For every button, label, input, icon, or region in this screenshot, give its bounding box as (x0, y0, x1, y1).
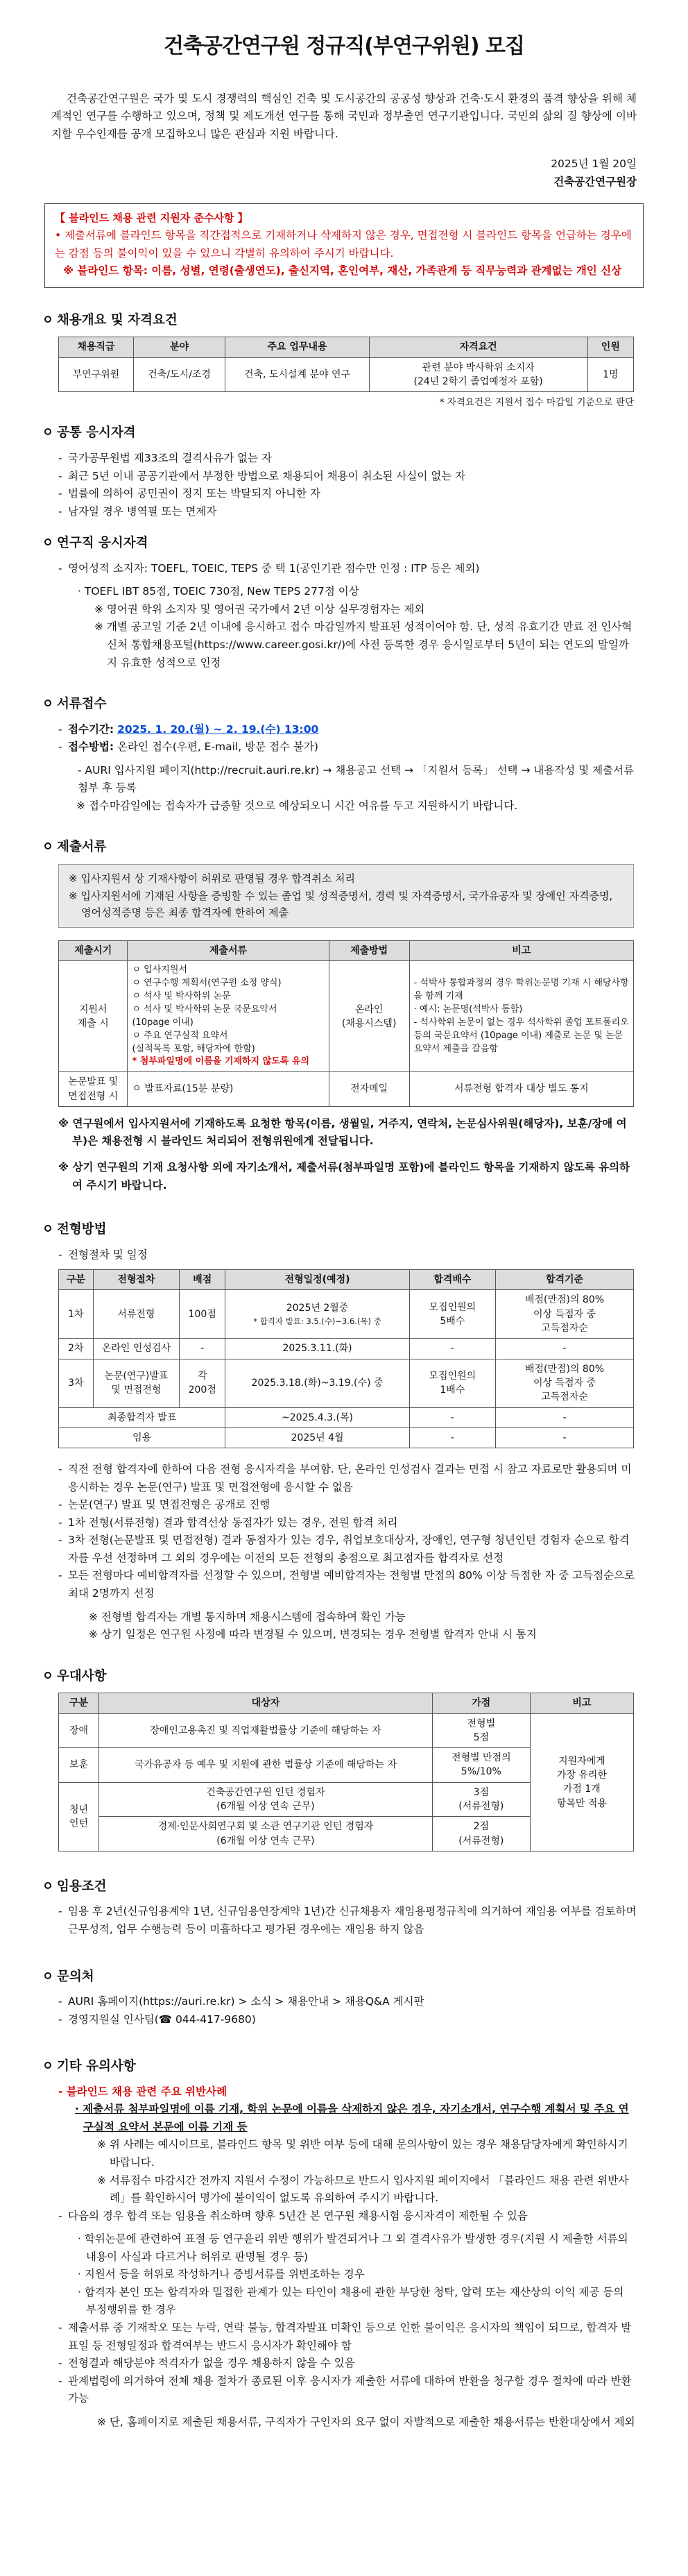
process-notes (58, 1461, 637, 1603)
blind-warning-1: ※ 연구원에서 입사지원서에 기재하도록 요청한 항목(이름, 생월일, 거주지, 연락처, 논문심사위원(해당자), 보훈/장애 여부)은 채용전형 시 블라인드 처리되어 전형위원에게 전달됩니다. (58, 1117, 627, 1148)
list-item: - 관계법령에 의거하여 전체 채용 절차가 종료된 이후 응시자가 제출한 서류에 대하여 반환을 청구할 경우 절차에 따라 반환 가능 (58, 2373, 637, 2408)
section-appointment: 임용조건 (44, 1876, 646, 1898)
list-item: - 임용 후 2년(신규임용계약 1년, 신규임용연장계약 1년)간 신규채용자 재임용평정규칙에 의거하여 재임용 여부를 검토하며 근무성적, 업무 수행능력 등이 미흡하다고 평가된 경우에는 재임용 하지 않음 (58, 1903, 637, 1938)
documents-table: 제출시기 제출서류 제출방법 비고 지원서 제출 시 ㅇ 입사지원서 ㅇ 연구수행 계획서(연구원 소정 양식) ㅇ 석사 및 박사학위 논문 ㅇ 석사 및 박사학위 논문 국문요약서 (10page 이내) ㅇ 주요 연구실적 요약서 (실적목록 포함, 해당자에 한함) * 첨부파일명에 이름을 기재하지 않도록 유의 온라인 (채용시스템) - 석박사 통합과정의 경우 학위논문명 기재 시 해당사항을 함께 기재 · 예시: 논문명(석박사 통합) - 석사학위 논문이 없는 경우 석사학위 졸업 포트폴리오 등의 국문요약서 (10page 이내) 제출로 논문 및 논문 요약서 제출을 갈음함 논문발표 및 면접전형 시 ㅇ 발표자료(15분 분량) 전자메일 서류전형 합격자 대상 별도 통지 (58, 940, 634, 1107)
circle-bullet-icon (44, 1972, 51, 1979)
section-documents: 제출서류 (44, 837, 646, 858)
circle-bullet-icon (44, 2062, 51, 2069)
list-item: - 모든 전형마다 예비합격자를 선정할 수 있으며, 전형별 예비합격자는 전형별 만점의 80% 이상 득점한 자 중 고득점순으로 최대 2명까지 선정 (58, 1567, 637, 1602)
circle-bullet-icon (44, 1672, 51, 1679)
list-item: - 영어성적 소지자: TOEFL, TOEIC, TEPS 중 택 1(공인기관 점수만 인정 : ITP 등은 제외) (58, 560, 646, 578)
page-title: 건축공간연구원 정규직(부연구위원) 모집 (164, 34, 524, 58)
section-common-quals: 공통 응시자격 (44, 423, 646, 444)
receipt-step: - AURI 입사지원 페이지(http://recruit.auri.re.kr) → 채용공고 선택 → 「지원서 등록」 선택 → 내용작성 및 제출서류 첨부 후 등록 (78, 763, 634, 795)
list-item: - 경영지원실 인사팀(☎ 044-417-9680) (58, 2011, 646, 2029)
circle-bullet-icon (44, 428, 51, 435)
list-item: - 논문(연구) 발표 및 면접전형은 공개로 진행 (58, 1496, 637, 1514)
receipt-note: ※ 접수마감일에는 접속자가 급증할 것으로 예상되오니 시간 여유를 두고 지원하시기 바랍니다. (76, 799, 518, 812)
overview-note: * 자격요건은 지원서 접수 마감일 기준으로 판단 (439, 397, 634, 409)
process-table: 구분 전형절차 배점 전형일정(예정) 합격배수 합격기준 1차 서류전형 100점 2025년 2월중 * 합격자 발표: 3.5.(수)~3.6.(목) 중 모집인원의 5배수 배점(만점)의 80% 이상 득점자 중 고득점자순 2차 온라인 인성검사 - 2025.3.11.(화) - - 3차 논문(연구)발표 및 면접전형 각 200점 2025.3.18.(화)~3.19.(수) 중 모집인원의 1배수 배점(만점)의 80% 이상 득점자 중 고득점자순 최종합격자 발표 ~2025.4.3.(목) - - 임용 2025년 4월 - - (58, 1269, 634, 1448)
section-process: 전형방법 (44, 1219, 646, 1241)
notice-date: 2025년 1월 20일 (551, 158, 637, 171)
misc-list (58, 2208, 637, 2226)
list-item: - 직전 전형 합격자에 한하여 다음 전형 응시자격을 부여함. 단, 온라인 인성검사 결과는 면접 시 참고 자료로만 활용되며 미응시하는 경우 논문(연구) 발표 및 면접전형에 응시할 수 없음 (58, 1461, 637, 1496)
intro-paragraph: 건축공간연구원은 국가 및 도시 경쟁력의 핵심인 건축 및 도시공간의 공공성 향상과 건축·도시 환경의 품격 향상을 위해 체계적인 연구를 수행하고 있으며, 정책 및 제도개선 연구를 통해 국민과 정부출연 연구기관입니다. 국민의 삶의 질 향상에 이바지할 우수인재를 공개 모집하오니 많은 관심과 지원 바랍니다. (51, 92, 637, 140)
recruitment-notice: 건축공간연구원 정규직(부연구위원) 모집 건축공간연구원은 국가 및 도시 경쟁력의 핵심인 건축 및 도시공간의 공공성 향상과 건축·도시 환경의 품격 향상을 위해 체계적인 연구를 수행하고 있으며, 정책 및 제도개선 연구를 통해 국민과 정부출연 연구기관입니다. 국민의 삶의 질 향상에 이바지할 우수인재를 공개 모집하오니 많은 관심과 지원 바랍니다. 2025년 1월 20일 건축공간연구원장 【 블라인드 채용 관련 지원자 준수사항 】 • 제출서류에 블라인드 항목을 직간접적으로 기재하거나 삭제하지 않은 경우, 면접전형 시 블라인드 항목을 언급하는 경우에는 감점 등의 불이익이 있을 수 있으니 각별히 유의하여 주시기 바랍니다. ※ 블라인드 항목: 이름, 성별, 연령(출생연도), 출신지역, 혼인여부, 재산, 가족관계 등 직무능력과 관계없는 개인 신상 채용개요 및 자격요건 채용직급 분야 주요 업무내용 자격요건 인원 부연구위원 건축/도시/조경 건축, 도시설계 분야 연구 관련 분야 박사학위 소지자 (24년 2학기 졸업예정자 포함) 1명 * 자격요건은 지원서 접수 마감일 기준으로 판단 공통 응시자격 - 국가공무원법 제33조의 결격사유가 없는 자 - 최근 5년 이내 공공기관에서 부정한 방법으로 채용되어 채용이 취소된 사실이 없는 자 - 법률에 의하여 공민권이 정지 또는 박탈되지 아니한 자 - 남자일 경우 병역필 또는 면제자 연구직 응시자격 - 영어성적 소지자: TOEFL, TOEIC, TEPS 중 택 1(공인기관 점수만 인정 : ITP 등은 제외) · TOEFL IBT 85점, TOEIC 730점, New TEPS 277점 이상 ※ 영어권 학위 소지자 및 영어권 국가에서 2년 이상 실무경험자는 제외 ※ 개별 공고일 기준 2년 이내에 응시하고 접수 마감일까지 발표된 성적이어야 함. 단, 성적 유효기간 만료 전 인사혁신처 통합채용포털(https://www.career.gosi.kr/)에 사전 등록한 경우 응시일로부터 5년이 되는 연도의 말일까지 유효한 성적으로 인정 서류접수 - 접수기간: 2025. 1. 20.(월) ~ 2. 19.(수) 13:00 - 접수방법: 온라인 접수(우편, E-mail, 방문 접수 불가) - AURI 입사지원 페이지(http://recruit.auri.re.kr) → 채용공고 선택 → 「지원서 등록」 선택 → 내용작성 및 제출서류 첨부 후 등록 ※ 접수마감일에는 접속자가 급증할 것으로 예상되오니 시간 여유를 두고 지원하시기 바랍니다. 제출서류 ※ 입사지원서 상 기재사항이 허위로 판명될 경우 합격취소 처리 ※ 입사지원서에 기재된 사항을 증빙할 수 있는 졸업 및 성적증명서, 경력 및 자격증명서, 국가유공자 및 장애인 자격증명, 영어성적증명 등은 최종 합격자에 한하여 제출 제출시기 제출서류 제출방법 비고 지원서 제출 시 ㅇ 입사지원서 ㅇ 연구수행 계획서(연구원 소정 양식) ㅇ 석사 및 박사학위 논문 ㅇ 석사 및 박사학위 논문 국문요약서 (10page 이내) ㅇ 주요 연구실적 요약서 (실적목록 포함, 해당자에 한함) * 첨부파일명에 이름을 기재하지 않도록 유의 온라인 (채용시스템) - 석박사 통합과정의 경우 학위논문명 기재 시 해당사항을 함께 기재 · 예시: 논문명(석박사 통합) - 석사학위 논문이 없는 경우 석사학위 졸업 포트폴리오 등의 국문요약서 (10page 이내) 제출로 논문 및 논문 요약서 제출을 갈음함 논문발표 및 면접전형 시 ㅇ 발표자료(15분 분량) 전자메일 서류전형 합격자 대상 별도 통지 ※ 연구원에서 입사지원서에 기재하도록 요청한 항목(이름, 생월일, 거주지, 연락처, 논문심사위원(해당자), 보훈/장애 여부)은 채용전형 시 블라인드 처리되어 전형위원에게 전달됩니다. ※ 상기 연구원의 기재 요청사항 외에 자기소개서, 제출서류(첨부파일명 포함)에 블라인드 항목을 기재하지 않도록 유의하여 주시기 바랍니다. 전형방법 - 전형절차 및 일정 구분 전형절차 배점 전형일정(예정) 합격배수 합격기준 1차 서류전형 100점 2025년 2월중 * 합격자 발표: 3.5.(수)~3.6.(목) 중 모집인원의 5배수 배점(만점)의 80% 이상 득점자 중 고득점자순 2차 온라인 인성검사 - 2025.3.11.(화) - - 3차 논문(연구)발표 및 면접전형 각 200점 2025.3.18.(화)~3.19.(수) 중 모집인원의 1배수 배점(만점)의 80% 이상 득점자 중 고득점자순 최종합격자 발표 ~2025.4.3.(목) - - 임용 2025년 4월 - - - 직전 전형 합격자에 한하여 다음 전형 응시자격을 부여함. 단, 온라인 인성검사 결과는 면접 시 참고 자료로만 활용되며 미응시하는 경우 논문(연구) 발표 및 면접전형에 응시할 수 없음 - 논문(연구) 발표 및 면접전형은 공개로 진행 - 1차 전형(서류전형) 결과 합격선상 동점자가 있는 경우, 전원 합격 처리 - 3차 전형(논문발표 및 면접전형) 결과 동점자가 있는 경우, 취업보호대상자, 장애인, 연구형 청년인턴 경험자 순으로 합격자를 우선 선정하며 그 외의 경우에는 이전의 모든 전형의 총점으로 최고점자를 합격자로 선정 - 모든 전형마다 예비합격자를 선정할 수 있으며, 전형별 예비합격자는 전형별 만점의 80% 이상 득점한 자 중 고득점순으로 최대 2명까지 선정 ※ 전형별 합격자는 개별 통지하며 채용시스템에 접속하여 확인 가능 ※ 상기 일정은 연구원 사정에 따라 변경될 수 있으며, 변경되는 경우 전형별 합격자 안내 시 통지 우대사항 구분 대상자 가점 비고 장애 장애인고용촉진 및 직업재활법률상 기준에 해당하는 자 전형별 5점 지원자에게 가장 유리한 가점 1개 항목만 적용 보훈 국가유공자 등 예우 및 지원에 관한 법률상 기준에 해당하는 자 전형별 만점의 5%/10% 청년 인턴 건축공간연구원 인턴 경험자 (6개월 이상 연속 근무) 3점 (서류전형) 경제·인문사회연구회 및 소관 연구기관 인턴 경험자 (6개월 이상 연속 근무) 2점 (서류전형) 임용조건 - 임용 후 2년(신규임용계약 1년, 신규임용연장계약 1년)간 신규채용자 재임용평정규칙에 의거하여 재임용 여부를 검토하며 근무성적, 업무 수행능력 등이 미흡하다고 평가된 경우에는 재임용 하지 않음 문의처 - AURI 홈페이지(https://auri.re.kr) > 소식 > 채용안내 > 채용Q&A 게시판 - 경영지원실 인사팀(☎ 044-417-9680) 기타 유의사항 - 블라인드 채용 관련 주요 위반사례 · 제출서류 첨부파일명에 이름 기재, 학위 논문에 이름을 삭제하지 않은 경우, 자기소개서, 연구수행 계획서 및 주요 연구실적 요약서 본문에 이름 기재 등 ※ 위 사례는 예시이므로, 블라인드 항목 및 위반 여부 등에 대해 문의사항이 있는 경우 채용담당자에게 확인하시기 바랍니다. ※ 서류접수 마감시간 전까지 지원서 수정이 가능하므로 반드시 입사지원 페이지에서 「블라인드 채용 관련 위반사례」를 확인하시어 명가에 불이익이 없도록 유의하여 주시기 바랍니다. - 다음의 경우 합격 또는 임용을 취소하며 향후 5년간 본 연구원 채용시험 응시자격이 제한될 수 있음 · 학위논문에 관련하여 표절 등 연구윤리 위반 행위가 발견되거나 그 외 결격사유가 발생한 경우(지원 시 제출한 서류의 내용이 사실과 다르거나 허위로 판명될 경우 등) · 지원서 등을 허위로 작성하거나 증빙서류를 위변조하는 경우 · 합격자 본인 또는 합격자와 밀접한 관계가 있는 타인이 채용에 관한 부당한 청탁, 압력 또는 재산상의 이익 제공 등의 부정행위를 한 경우 - 제출서류 중 기재착오 또는 누락, 연락 불능, 합격자발표 미확인 등으로 인한 불이익은 응시자의 책임이 되므로, 합격자 발표일 등 전형일정과 합격여부는 반드시 응시자가 확인해야 함 - 전형결과 해당분야 적격자가 없을 경우 채용하지 않을 수 있음 - 관계법령에 의거하여 전체 채용 절차가 종료된 이후 응시자가 제출한 서류에 대하여 반환을 청구할 경우 절차에 따라 반환 가능 ※ 단, 홈페이지로 제출된 채용서류, 구직자가 구인자의 요구 없이 자발적으로 제출한 채용서류는 반환대상에서 제외 (0, 0, 688, 2452)
section-receipt: 서류접수 (44, 694, 646, 715)
list-item[interactable]: - AURI 홈페이지(https://auri.re.kr) > 소식 > 채용안내 > 채용Q&A 게시판 (58, 1993, 646, 2011)
blind-notice-body: • 제출서류에 블라인드 항목을 직간접적으로 기재하거나 삭제하지 않은 경우, 면접전형 시 블라인드 항목을 언급하는 경우에는 감점 등의 불이익이 있을 수 있으니 각별히 유의하여 주시기 바랍니다. (55, 229, 632, 260)
section-overview: 채용개요 및 자격요건 (44, 310, 646, 332)
list-item: - 전형절차 및 일정 (58, 1246, 646, 1264)
circle-bullet-icon (44, 1225, 51, 1232)
list-item: - 제출서류 중 기재착오 또는 누락, 연락 불능, 합격자발표 미확인 등으로 인한 불이익은 응시자의 책임이 되므로, 합격자 발표일 등 전형일정과 합격여부는 반드시 응시자가 확인해야 함 (58, 2319, 637, 2355)
issuer: 건축공간연구원장 (553, 175, 637, 188)
list-item: - 다음의 경우 합격 또는 임용을 취소하며 향후 5년간 본 연구원 채용시험 응시자격이 제한될 수 있음 (58, 2208, 637, 2226)
receipt-period: 2025. 1. 20.(월) ~ 2. 19.(수) 13:00 (117, 722, 319, 736)
receipt-list (58, 721, 646, 756)
list-item: - 남자일 경우 병역필 또는 면제자 (58, 503, 646, 521)
circle-bullet-icon (44, 539, 51, 545)
circle-bullet-icon (44, 700, 51, 706)
research-note-2: ※ 개별 공고일 기준 2년 이내에 응시하고 접수 마감일까지 발표된 성적이어야 함. 단, 성적 유효기간 만료 전 인사혁신처 통합채용포털(https://www.career.gosi.kr/)에 사전 등록한 경우 응시일로부터 5년이 되는 연도의 말일까지 유효한 성적으로 인정 (94, 620, 633, 669)
list-item: - 1차 전형(서류전형) 결과 합격선상 동점자가 있는 경우, 전원 합격 처리 (58, 1514, 637, 1532)
research-quals-list (58, 560, 646, 578)
contact-list (58, 1993, 646, 2028)
blind-notice-title: 【 블라인드 채용 관련 지원자 준수사항 】 (55, 212, 248, 225)
circle-bullet-icon (44, 842, 51, 849)
overview-table: 채용직급 분야 주요 업무내용 자격요건 인원 부연구위원 건축/도시/조경 건축, 도시설계 분야 연구 관련 분야 박사학위 소지자 (24년 2학기 졸업예정자 포함) 1명 (58, 337, 634, 392)
list-item: - 법률에 의하여 공민권이 정지 또는 박탈되지 아니한 자 (58, 485, 646, 503)
violation-examples: · 제출서류 첨부파일명에 이름 기재, 학위 논문에 이름을 삭제하지 않은 경우, 자기소개서, 연구수행 계획서 및 주요 연구실적 요약서 본문에 이름 기재 등 (75, 2103, 629, 2133)
list-item: - 최근 5년 이내 공공기관에서 부정한 방법으로 채용되어 채용이 취소된 사실이 없는 자 (58, 468, 646, 486)
list-item: - 접수방법: 온라인 접수(우편, E-mail, 방문 접수 불가) (58, 738, 646, 756)
blind-notice-box (44, 203, 644, 287)
preferences-table: 구분 대상자 가점 비고 장애 장애인고용촉진 및 직업재활법률상 기준에 해당하는 자 전형별 5점 지원자에게 가장 유리한 가점 1개 항목만 적용 보훈 국가유공자 등 예우 및 지원에 관한 법률상 기준에 해당하는 자 전형별 만점의 5%/10% 청년 인턴 건축공간연구원 인턴 경험자 (6개월 이상 연속 근무) 3점 (서류전형) 경제·인문사회연구회 및 소관 연구기관 인턴 경험자 (6개월 이상 연속 근무) 2점 (서류전형) (58, 1693, 634, 1852)
section-misc: 기타 유의사항 (44, 2056, 646, 2078)
list-item: - 3차 전형(논문발표 및 면접전형) 결과 동점자가 있는 경우, 취업보호대상자, 장애인, 연구형 청년인턴 경험자 순으로 합격자를 우선 선정하며 그 외의 경우에는 이전의 모든 전형의 총점으로 최고점자를 합격자로 선정 (58, 1532, 637, 1567)
documents-notice-box: ※ 입사지원서 상 기재사항이 허위로 판명될 경우 합격취소 처리 ※ 입사지원서에 기재된 사항을 증빙할 수 있는 졸업 및 성적증명서, 경력 및 자격증명서, 국가유공자 및 장애인 자격증명, 영어성적증명 등은 최종 합격자에 한하여 제출 (58, 864, 634, 928)
violation-head: - 블라인드 채용 관련 주요 위반사례 (58, 2085, 227, 2098)
section-contact: 문의처 (44, 1967, 646, 1988)
section-research-quals: 연구직 응시자격 (44, 533, 646, 554)
circle-bullet-icon (44, 316, 51, 323)
toefl-line: · TOEFL IBT 85점, TOEIC 730점, New TEPS 277점 이상 (78, 585, 359, 598)
blind-warning-2: ※ 상기 연구원의 기재 요청사항 외에 자기소개서, 제출서류(첨부파일명 포함)에 블라인드 항목을 기재하지 않도록 유의하여 주시기 바랍니다. (58, 1160, 630, 1192)
list-item: - 국가공무원법 제33조의 결격사유가 없는 자 (58, 450, 646, 468)
blind-notice-items: ※ 블라인드 항목: 이름, 성별, 연령(출생연도), 출신지역, 혼인여부, 재산, 가족관계 등 직무능력과 관계없는 개인 신상 (63, 264, 622, 278)
section-preferences: 우대사항 (44, 1666, 646, 1688)
research-note-1: ※ 영어권 학위 소지자 및 영어권 국가에서 2년 이상 실무경험자는 제외 (94, 602, 425, 616)
list-item: - 전형결과 해당분야 적격자가 없을 경우 채용하지 않을 수 있음 (58, 2355, 637, 2373)
filename-warning: * 첨부파일명에 이름을 기재하지 않도록 유의 (132, 1056, 309, 1067)
list-item: - 접수기간: 2025. 1. 20.(월) ~ 2. 19.(수) 13:00 (58, 721, 646, 739)
circle-bullet-icon (44, 1882, 51, 1889)
common-quals-list (58, 450, 646, 520)
